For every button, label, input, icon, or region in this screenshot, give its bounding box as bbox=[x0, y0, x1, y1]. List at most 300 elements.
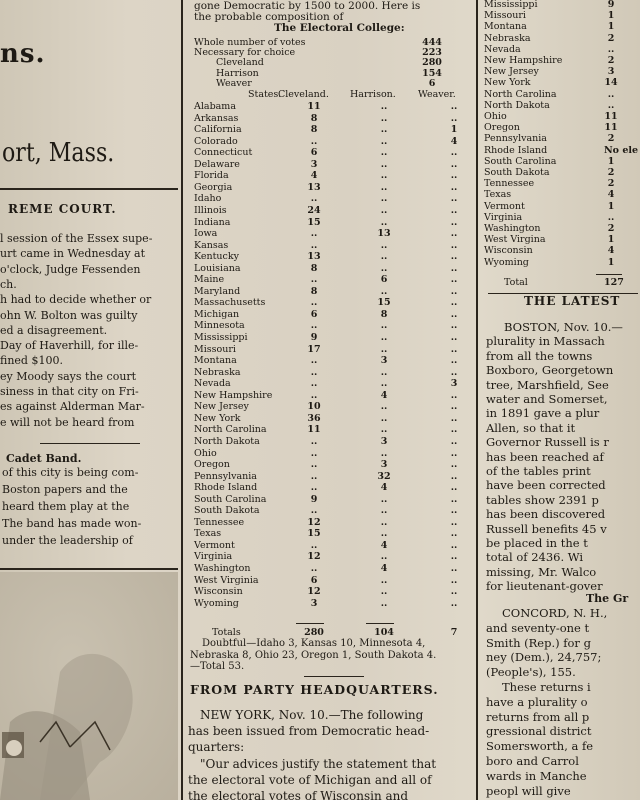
table-row bbox=[186, 252, 486, 262]
state-name: New York bbox=[194, 412, 241, 424]
state-name: Rhode Island bbox=[194, 482, 258, 494]
state-name: Kansas bbox=[194, 239, 229, 251]
cleveland-votes: 12 bbox=[307, 551, 321, 563]
weaver-votes: .. bbox=[450, 505, 458, 517]
weaver-votes: .. bbox=[450, 470, 458, 482]
rule bbox=[296, 623, 324, 624]
illustration bbox=[0, 572, 178, 800]
harrison-votes: .. bbox=[380, 320, 388, 332]
state-name: Nebraska bbox=[484, 32, 531, 44]
summary-row bbox=[186, 58, 486, 68]
harrison-votes: .. bbox=[380, 528, 388, 540]
cleveland-votes: 12 bbox=[307, 586, 321, 598]
article-line: (People's), 155. bbox=[486, 665, 576, 680]
table-row bbox=[186, 425, 486, 435]
harrison-votes: .. bbox=[380, 401, 388, 413]
weaver-votes: .. bbox=[450, 216, 458, 228]
table-row bbox=[186, 241, 486, 251]
table-row bbox=[478, 34, 638, 44]
heading-fragment: ns. bbox=[0, 39, 46, 69]
cleveland-votes: 10 bbox=[307, 401, 321, 413]
summary-label: Necessary for choice bbox=[194, 47, 296, 59]
state-name: Missouri bbox=[484, 10, 526, 22]
state-name: Rhode Island bbox=[484, 144, 548, 156]
state-votes: 2 bbox=[607, 32, 615, 44]
harrison-votes: 32 bbox=[377, 470, 391, 482]
table-row bbox=[186, 298, 486, 308]
table-row bbox=[186, 160, 486, 170]
state-name: California bbox=[194, 124, 242, 136]
table-row bbox=[186, 321, 486, 331]
column-rule bbox=[181, 0, 183, 800]
article-line: gressional district bbox=[486, 724, 592, 739]
table-row bbox=[478, 11, 638, 21]
cleveland-votes: 13 bbox=[307, 181, 321, 193]
table-header bbox=[186, 90, 486, 100]
article-line: es against Alderman Mar- bbox=[0, 400, 145, 414]
harrison-votes: .. bbox=[380, 181, 388, 193]
table-row bbox=[186, 206, 486, 216]
article-line: Russell benefits 45 v bbox=[486, 521, 607, 536]
table-row bbox=[186, 275, 486, 285]
rule bbox=[40, 443, 140, 444]
harrison-votes: .. bbox=[380, 204, 388, 216]
article-line: have a plurality o bbox=[486, 694, 588, 709]
totals-label: Totals bbox=[212, 627, 241, 638]
weaver-votes: .. bbox=[450, 424, 458, 436]
state-name: Nebraska bbox=[194, 366, 241, 378]
table-row bbox=[186, 333, 486, 343]
article-line: the electoral votes of Wisconsin and bbox=[188, 789, 409, 800]
article-line: tree, Marshfield, See bbox=[486, 377, 609, 392]
cleveland-votes: 8 bbox=[310, 124, 318, 136]
state-votes: 2 bbox=[607, 133, 615, 145]
table-row bbox=[186, 310, 486, 320]
article-line: boro and Carrol bbox=[486, 754, 579, 768]
state-name: New York bbox=[484, 77, 531, 89]
cleveland-votes: 13 bbox=[307, 251, 321, 263]
summary-label: Harrison bbox=[216, 67, 259, 79]
weaver-votes: .. bbox=[450, 528, 458, 540]
weaver-votes: .. bbox=[450, 158, 458, 170]
article-line: BOSTON, Nov. 10.— bbox=[504, 320, 623, 334]
summary-label: Weaver bbox=[216, 77, 252, 89]
harrison-votes: .. bbox=[380, 551, 388, 563]
weaver-votes: .. bbox=[450, 239, 458, 251]
state-name: New Hampshire bbox=[484, 55, 563, 66]
harrison-votes: .. bbox=[380, 447, 388, 459]
table-row bbox=[478, 78, 638, 88]
table-row bbox=[186, 264, 486, 274]
weaver-votes: .. bbox=[450, 586, 458, 598]
table-row bbox=[186, 518, 486, 528]
weaver-votes: .. bbox=[450, 297, 458, 309]
state-name: Ohio bbox=[194, 447, 217, 459]
harrison-votes: 4 bbox=[380, 539, 388, 551]
dateline: ort, Mass. bbox=[2, 138, 115, 168]
state-votes: 4 bbox=[607, 245, 615, 257]
band-head: Cadet Band. bbox=[6, 452, 82, 465]
state-name: Texas bbox=[194, 528, 222, 540]
weaver-votes: 1 bbox=[450, 124, 458, 136]
state-name: Vermont bbox=[194, 539, 235, 551]
state-name: Louisiana bbox=[194, 262, 241, 274]
rule bbox=[0, 188, 178, 190]
harrison-votes: .. bbox=[380, 574, 388, 586]
article-line: of the tables print bbox=[486, 464, 591, 478]
state-votes: 1 bbox=[607, 155, 615, 167]
article-line: Governor Russell is r bbox=[486, 435, 609, 450]
sub-head: The Gr bbox=[586, 592, 629, 605]
table-row bbox=[186, 541, 486, 551]
weaver-votes: .. bbox=[450, 389, 458, 401]
state-name: Colorado bbox=[194, 135, 238, 147]
right-total-value: 127 bbox=[604, 277, 624, 288]
state-name: Arkansas bbox=[194, 112, 239, 124]
state-votes: 11 bbox=[604, 122, 618, 134]
article-line: missing, Mr. Walco bbox=[486, 564, 597, 579]
state-name: Connecticut bbox=[194, 147, 253, 159]
harrison-votes: .. bbox=[380, 343, 388, 355]
cleveland-votes: .. bbox=[310, 355, 318, 367]
table-row bbox=[478, 112, 638, 122]
state-votes: 2 bbox=[607, 223, 615, 234]
state-name: Maine bbox=[194, 274, 225, 286]
intro-line: the probable composition of bbox=[194, 11, 344, 23]
harrison-votes: .. bbox=[380, 124, 388, 136]
table-row bbox=[478, 246, 638, 256]
cleveland-votes: 15 bbox=[307, 216, 321, 228]
article-line: These returns i bbox=[502, 680, 591, 694]
state-name: Vermont bbox=[484, 200, 525, 212]
table-row bbox=[186, 529, 486, 539]
article-line: under the leadership of bbox=[2, 534, 133, 547]
intro-line: gone Democratic by 1500 to 2000. Here is bbox=[194, 0, 421, 12]
state-name: Alabama bbox=[194, 101, 236, 112]
article-line: Allen, so that it bbox=[486, 420, 576, 435]
weaver-votes: .. bbox=[450, 539, 458, 551]
state-votes: 4 bbox=[607, 189, 615, 201]
weaver-votes: .. bbox=[450, 193, 458, 205]
article-line: total of 2436. Wi bbox=[486, 550, 584, 565]
harrison-votes: .. bbox=[380, 332, 388, 343]
article-line: heard them play at the bbox=[2, 500, 130, 513]
article-line: water and Somerset, bbox=[486, 392, 608, 406]
state-name: Illinois bbox=[194, 204, 227, 216]
harrison-votes: 13 bbox=[377, 228, 391, 240]
state-votes: 2 bbox=[607, 167, 615, 178]
article-line: ohn W. Bolton was guilty bbox=[0, 308, 138, 322]
state-votes: .. bbox=[607, 211, 615, 223]
table-row bbox=[186, 368, 486, 378]
harrison-votes: 3 bbox=[380, 459, 388, 471]
state-name: Ohio bbox=[484, 111, 507, 122]
totals-weaver: 7 bbox=[450, 627, 458, 638]
state-votes: 1 bbox=[607, 234, 615, 246]
harrison-votes: 4 bbox=[380, 482, 388, 494]
table-row bbox=[186, 194, 486, 204]
article-line: Day of Haverhill, for ille- bbox=[0, 339, 139, 353]
state-votes: 14 bbox=[604, 77, 618, 89]
harrison-votes: .. bbox=[380, 586, 388, 598]
state-votes: .. bbox=[607, 43, 615, 55]
article-line: quarters: bbox=[188, 740, 245, 755]
state-name: Wisconsin bbox=[484, 245, 533, 257]
table-row bbox=[186, 391, 486, 401]
cleveland-votes: 8 bbox=[310, 285, 318, 297]
cleveland-votes: 9 bbox=[310, 493, 318, 505]
cleveland-votes: .. bbox=[310, 563, 318, 574]
cleveland-votes: .. bbox=[310, 482, 318, 494]
weaver-votes: .. bbox=[450, 493, 458, 505]
harrison-votes: .. bbox=[380, 216, 388, 228]
state-name: New Jersey bbox=[194, 401, 249, 413]
table-row bbox=[186, 356, 486, 366]
state-name: Kentucky bbox=[194, 251, 239, 263]
cleveland-votes: .. bbox=[310, 193, 318, 205]
harrison-votes: .. bbox=[380, 193, 388, 205]
state-name: Nevada bbox=[194, 378, 231, 390]
table-row bbox=[478, 22, 638, 32]
state-name: Missouri bbox=[194, 343, 236, 355]
table-row bbox=[186, 287, 486, 297]
table-row bbox=[478, 258, 638, 268]
state-name: Mississippi bbox=[484, 0, 538, 10]
state-votes: 1 bbox=[607, 21, 615, 33]
weaver-votes: .. bbox=[450, 274, 458, 286]
harrison-votes: 4 bbox=[380, 563, 388, 574]
state-name: Texas bbox=[484, 189, 512, 201]
article-line: the electoral vote of Michigan and all of bbox=[188, 772, 432, 787]
cleveland-votes: 36 bbox=[307, 412, 321, 424]
summary-value: 444 bbox=[422, 37, 442, 48]
state-votes: 3 bbox=[607, 66, 615, 78]
summary-value: 154 bbox=[422, 67, 442, 79]
doubtful-line: Nebraska 8, Ohio 23, Oregon 1, South Dakota 4. bbox=[190, 649, 437, 661]
table-row bbox=[186, 148, 486, 158]
harrison-votes: .. bbox=[380, 251, 388, 263]
article-line: The band has made won- bbox=[2, 517, 142, 530]
weaver-votes: .. bbox=[450, 516, 458, 528]
doubtful-line: Doubtful—Idaho 3, Kansas 10, Minnesota 4, bbox=[202, 638, 426, 649]
cleveland-votes: .. bbox=[310, 378, 318, 390]
state-name: South Carolina bbox=[194, 493, 267, 505]
cleveland-votes: 11 bbox=[307, 424, 321, 436]
state-name: Montana bbox=[194, 355, 237, 367]
state-votes: No ele bbox=[604, 144, 639, 156]
article-line: Somersworth, a fe bbox=[486, 739, 594, 754]
weaver-votes: .. bbox=[450, 262, 458, 274]
cleveland-votes: .. bbox=[310, 447, 318, 459]
state-name: Delaware bbox=[194, 158, 240, 170]
summary-row bbox=[186, 79, 486, 89]
totals-harrison: 104 bbox=[374, 627, 394, 638]
state-votes: 2 bbox=[607, 55, 615, 66]
article-line: Boxboro, Georgetown bbox=[486, 363, 614, 378]
article-line: of this city is being com- bbox=[2, 466, 139, 479]
article-line: Boston papers and the bbox=[2, 483, 128, 496]
state-name: West Virgina bbox=[484, 234, 546, 246]
state-votes: .. bbox=[607, 99, 615, 111]
right-total-row bbox=[478, 278, 638, 288]
col-states: States. bbox=[248, 89, 282, 100]
table-row bbox=[478, 168, 638, 178]
state-votes: 1 bbox=[607, 200, 615, 212]
state-name: Wyoming bbox=[194, 597, 239, 609]
article-line: plurality in Massach bbox=[486, 334, 605, 349]
state-votes: 2 bbox=[607, 178, 615, 190]
cleveland-votes: 11 bbox=[307, 101, 321, 112]
harrison-votes: 6 bbox=[380, 274, 388, 286]
article-line: CONCORD, N. H., bbox=[502, 606, 608, 620]
cleveland-votes: .. bbox=[310, 297, 318, 309]
article-line: returns from all p bbox=[486, 709, 590, 724]
table-row bbox=[186, 229, 486, 239]
state-votes: 9 bbox=[607, 0, 615, 10]
left-column bbox=[0, 0, 180, 800]
state-name: New Jersey bbox=[484, 66, 539, 78]
state-votes: 1 bbox=[607, 10, 615, 22]
rule bbox=[596, 274, 622, 275]
harrison-votes: .. bbox=[380, 147, 388, 159]
rule bbox=[0, 568, 178, 570]
harrison-votes: .. bbox=[380, 378, 388, 390]
weaver-votes: .. bbox=[450, 459, 458, 471]
state-name: Tennessee bbox=[484, 178, 535, 190]
illustration-svg bbox=[0, 572, 178, 800]
state-votes: 11 bbox=[604, 111, 618, 122]
harrison-votes: .. bbox=[380, 239, 388, 251]
hq-head: FROM PARTY HEADQUARTERS. bbox=[190, 682, 439, 697]
state-name: Wisconsin bbox=[194, 586, 243, 598]
weaver-votes: 3 bbox=[450, 378, 458, 390]
table-row bbox=[478, 45, 638, 55]
cleveland-votes: .. bbox=[310, 239, 318, 251]
harrison-votes: .. bbox=[380, 112, 388, 124]
cleveland-votes: 6 bbox=[310, 308, 318, 320]
article-line: in 1891 gave a plur bbox=[486, 406, 600, 421]
state-name: Washington bbox=[194, 563, 251, 574]
harrison-votes: .. bbox=[380, 493, 388, 505]
state-name: Minnesota bbox=[194, 320, 245, 332]
weaver-votes: .. bbox=[450, 170, 458, 182]
table-row bbox=[478, 123, 638, 133]
rule bbox=[304, 676, 364, 677]
state-name: West Virginia bbox=[194, 574, 259, 586]
table-row bbox=[186, 183, 486, 193]
right-column bbox=[478, 0, 640, 800]
harrison-votes: .. bbox=[380, 262, 388, 274]
summary-label: Whole number of votes bbox=[194, 37, 306, 48]
harrison-votes: .. bbox=[380, 505, 388, 517]
article-line: and seventy-one t bbox=[486, 620, 590, 635]
state-name: South Dakota bbox=[194, 505, 260, 517]
table-row bbox=[186, 379, 486, 389]
weaver-votes: .. bbox=[450, 551, 458, 563]
cleveland-votes: 6 bbox=[310, 147, 318, 159]
weaver-votes: .. bbox=[450, 435, 458, 447]
weaver-votes: .. bbox=[450, 251, 458, 263]
weaver-votes: .. bbox=[450, 332, 458, 343]
cleveland-votes: .. bbox=[310, 459, 318, 471]
state-name: Mississippi bbox=[194, 332, 248, 343]
cleveland-votes: .. bbox=[310, 539, 318, 551]
table-row bbox=[186, 345, 486, 355]
article-line: o'clock, Judge Fessenden bbox=[0, 262, 141, 276]
totals-row bbox=[186, 628, 486, 638]
weaver-votes: .. bbox=[450, 112, 458, 124]
harrison-votes: 3 bbox=[380, 355, 388, 367]
state-name: Florida bbox=[194, 170, 229, 182]
article-line: fined $100. bbox=[0, 354, 63, 368]
middle-column bbox=[186, 0, 494, 800]
weaver-votes: .. bbox=[450, 401, 458, 413]
table-row bbox=[478, 190, 638, 200]
cleveland-votes: 3 bbox=[310, 158, 318, 170]
state-votes: .. bbox=[607, 88, 615, 100]
summary-label: Cleveland bbox=[216, 57, 264, 69]
table-row bbox=[478, 179, 638, 189]
cleveland-votes: 4 bbox=[310, 170, 318, 182]
cleveland-votes: .. bbox=[310, 135, 318, 147]
article-line: be placed in the t bbox=[486, 536, 588, 550]
col-harrison: Harrison. bbox=[350, 89, 396, 100]
harrison-votes: .. bbox=[380, 158, 388, 170]
table-row bbox=[478, 0, 638, 10]
cleveland-votes: .. bbox=[310, 470, 318, 482]
weaver-votes: .. bbox=[450, 181, 458, 193]
state-name: Oregon bbox=[484, 122, 520, 134]
harrison-votes: .. bbox=[380, 285, 388, 297]
article-line: has been discovered bbox=[486, 507, 606, 522]
article-line: l session of the Essex supe- bbox=[0, 232, 153, 245]
summary-value: 6 bbox=[428, 77, 436, 89]
cleveland-votes: .. bbox=[310, 435, 318, 447]
table-row bbox=[478, 101, 638, 111]
table-row bbox=[186, 218, 486, 228]
table-row bbox=[478, 67, 638, 77]
state-name: Idaho bbox=[194, 193, 222, 205]
cleveland-votes: .. bbox=[310, 389, 318, 401]
article-line: ed a disagreement. bbox=[0, 323, 108, 337]
table-row bbox=[186, 171, 486, 181]
section-head: REME COURT. bbox=[8, 202, 117, 216]
cleveland-votes: 3 bbox=[310, 597, 318, 609]
weaver-votes: .. bbox=[450, 597, 458, 609]
weaver-votes: .. bbox=[450, 204, 458, 216]
table-row bbox=[478, 202, 638, 212]
state-name: Tennessee bbox=[194, 516, 245, 528]
table-row bbox=[186, 587, 486, 597]
latest-head: THE LATEST bbox=[524, 294, 621, 308]
electoral-college-head: The Electoral College: bbox=[274, 22, 405, 34]
cleveland-votes: 17 bbox=[307, 343, 321, 355]
table-row bbox=[478, 56, 638, 66]
cleveland-votes: .. bbox=[310, 274, 318, 286]
harrison-votes: 4 bbox=[380, 389, 388, 401]
harrison-votes: 8 bbox=[380, 308, 388, 320]
doubtful-line: —Total 53. bbox=[190, 661, 245, 672]
weaver-votes: .. bbox=[450, 147, 458, 159]
state-name: Maryland bbox=[194, 285, 241, 297]
article-line: ch. bbox=[0, 277, 17, 291]
state-name: Indiana bbox=[194, 216, 231, 228]
article-line: "Our advices justify the statement that bbox=[200, 756, 437, 771]
harrison-votes: .. bbox=[380, 412, 388, 424]
cleveland-votes: 8 bbox=[310, 262, 318, 274]
totals-cleveland: 280 bbox=[304, 627, 324, 638]
weaver-votes: .. bbox=[450, 482, 458, 494]
